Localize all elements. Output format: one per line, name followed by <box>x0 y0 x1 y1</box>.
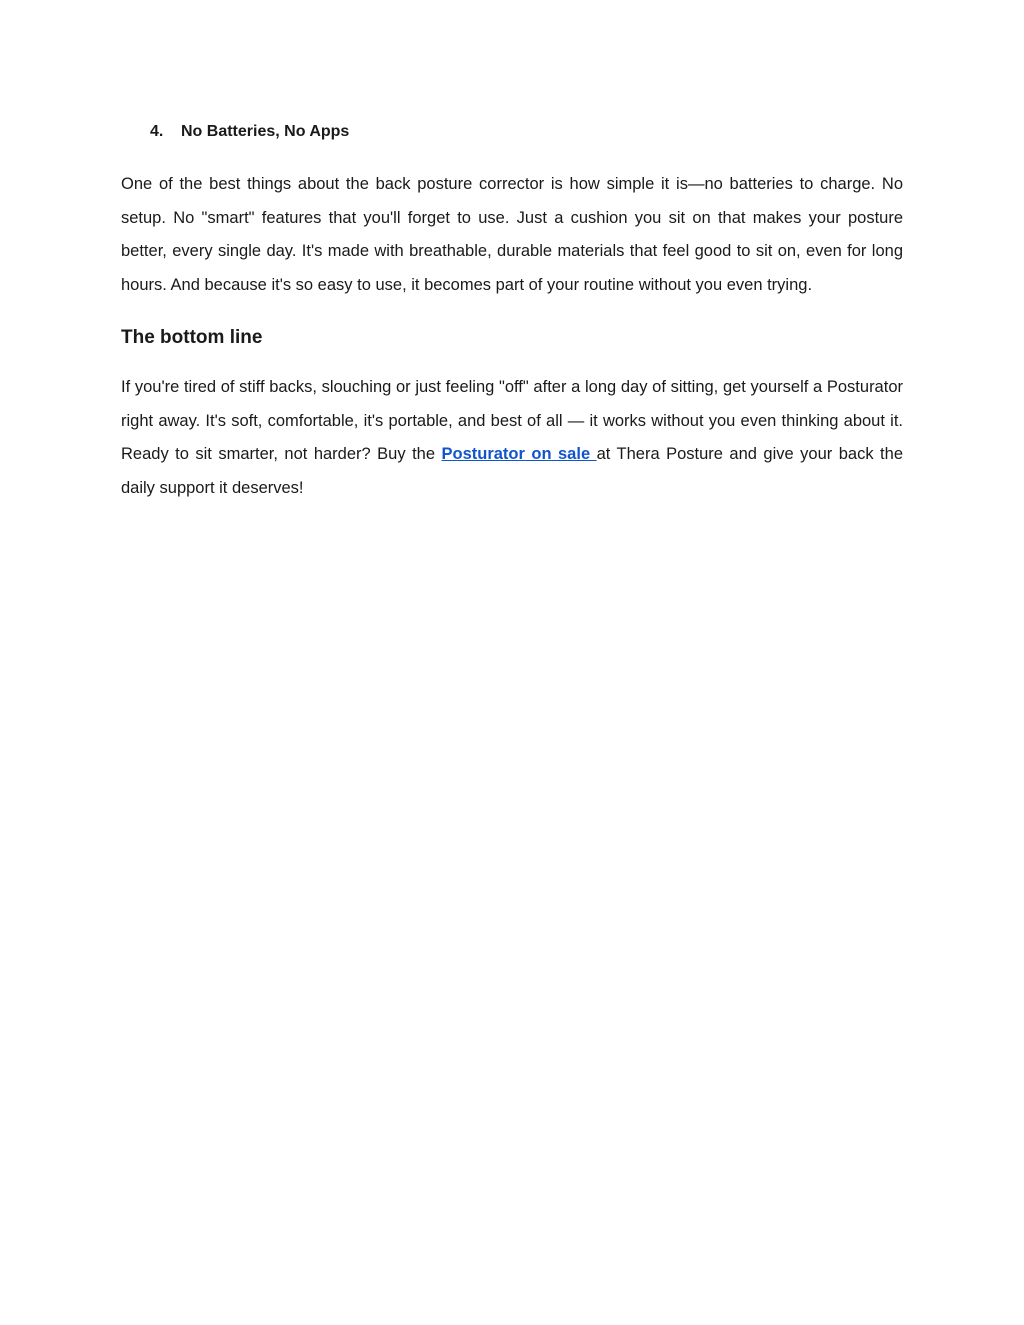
section-heading-bottom-line: The bottom line <box>121 326 263 348</box>
document-content <box>121 118 903 506</box>
paragraph-text-after-link: at Thera Posture and give your back the daily support it deserves! <box>121 445 903 497</box>
paragraph-no-batteries: One of the best things about the back posture corrector is how simple it is—no batteries to charge. No setup. No "smart" features that you'll forget to use. Just a cushion you sit on that makes your posture better, every single day. It's made with breathable, durable materials that feel good to sit on, even for long hours. And because it's so easy to use, it becomes part of your routine without you even trying. <box>121 175 903 295</box>
posturator-on-sale-link[interactable]: Posturator on sale <box>441 445 597 464</box>
paragraph-bottom-line <box>121 371 903 506</box>
list-item-number: 4. <box>150 123 164 140</box>
list-item-title: No Batteries, No Apps <box>181 123 350 140</box>
numbered-list-item <box>150 118 903 146</box>
paragraph-text-before-link: If you're tired of stiff backs, slouching or just feeling "off" after a long day of sitting, get yourself a Posturator right away. It's soft, comfortable, it's portable, and best of all — it works without you even thinking about it. Ready to sit smarter, not harder? Buy the <box>121 377 903 464</box>
